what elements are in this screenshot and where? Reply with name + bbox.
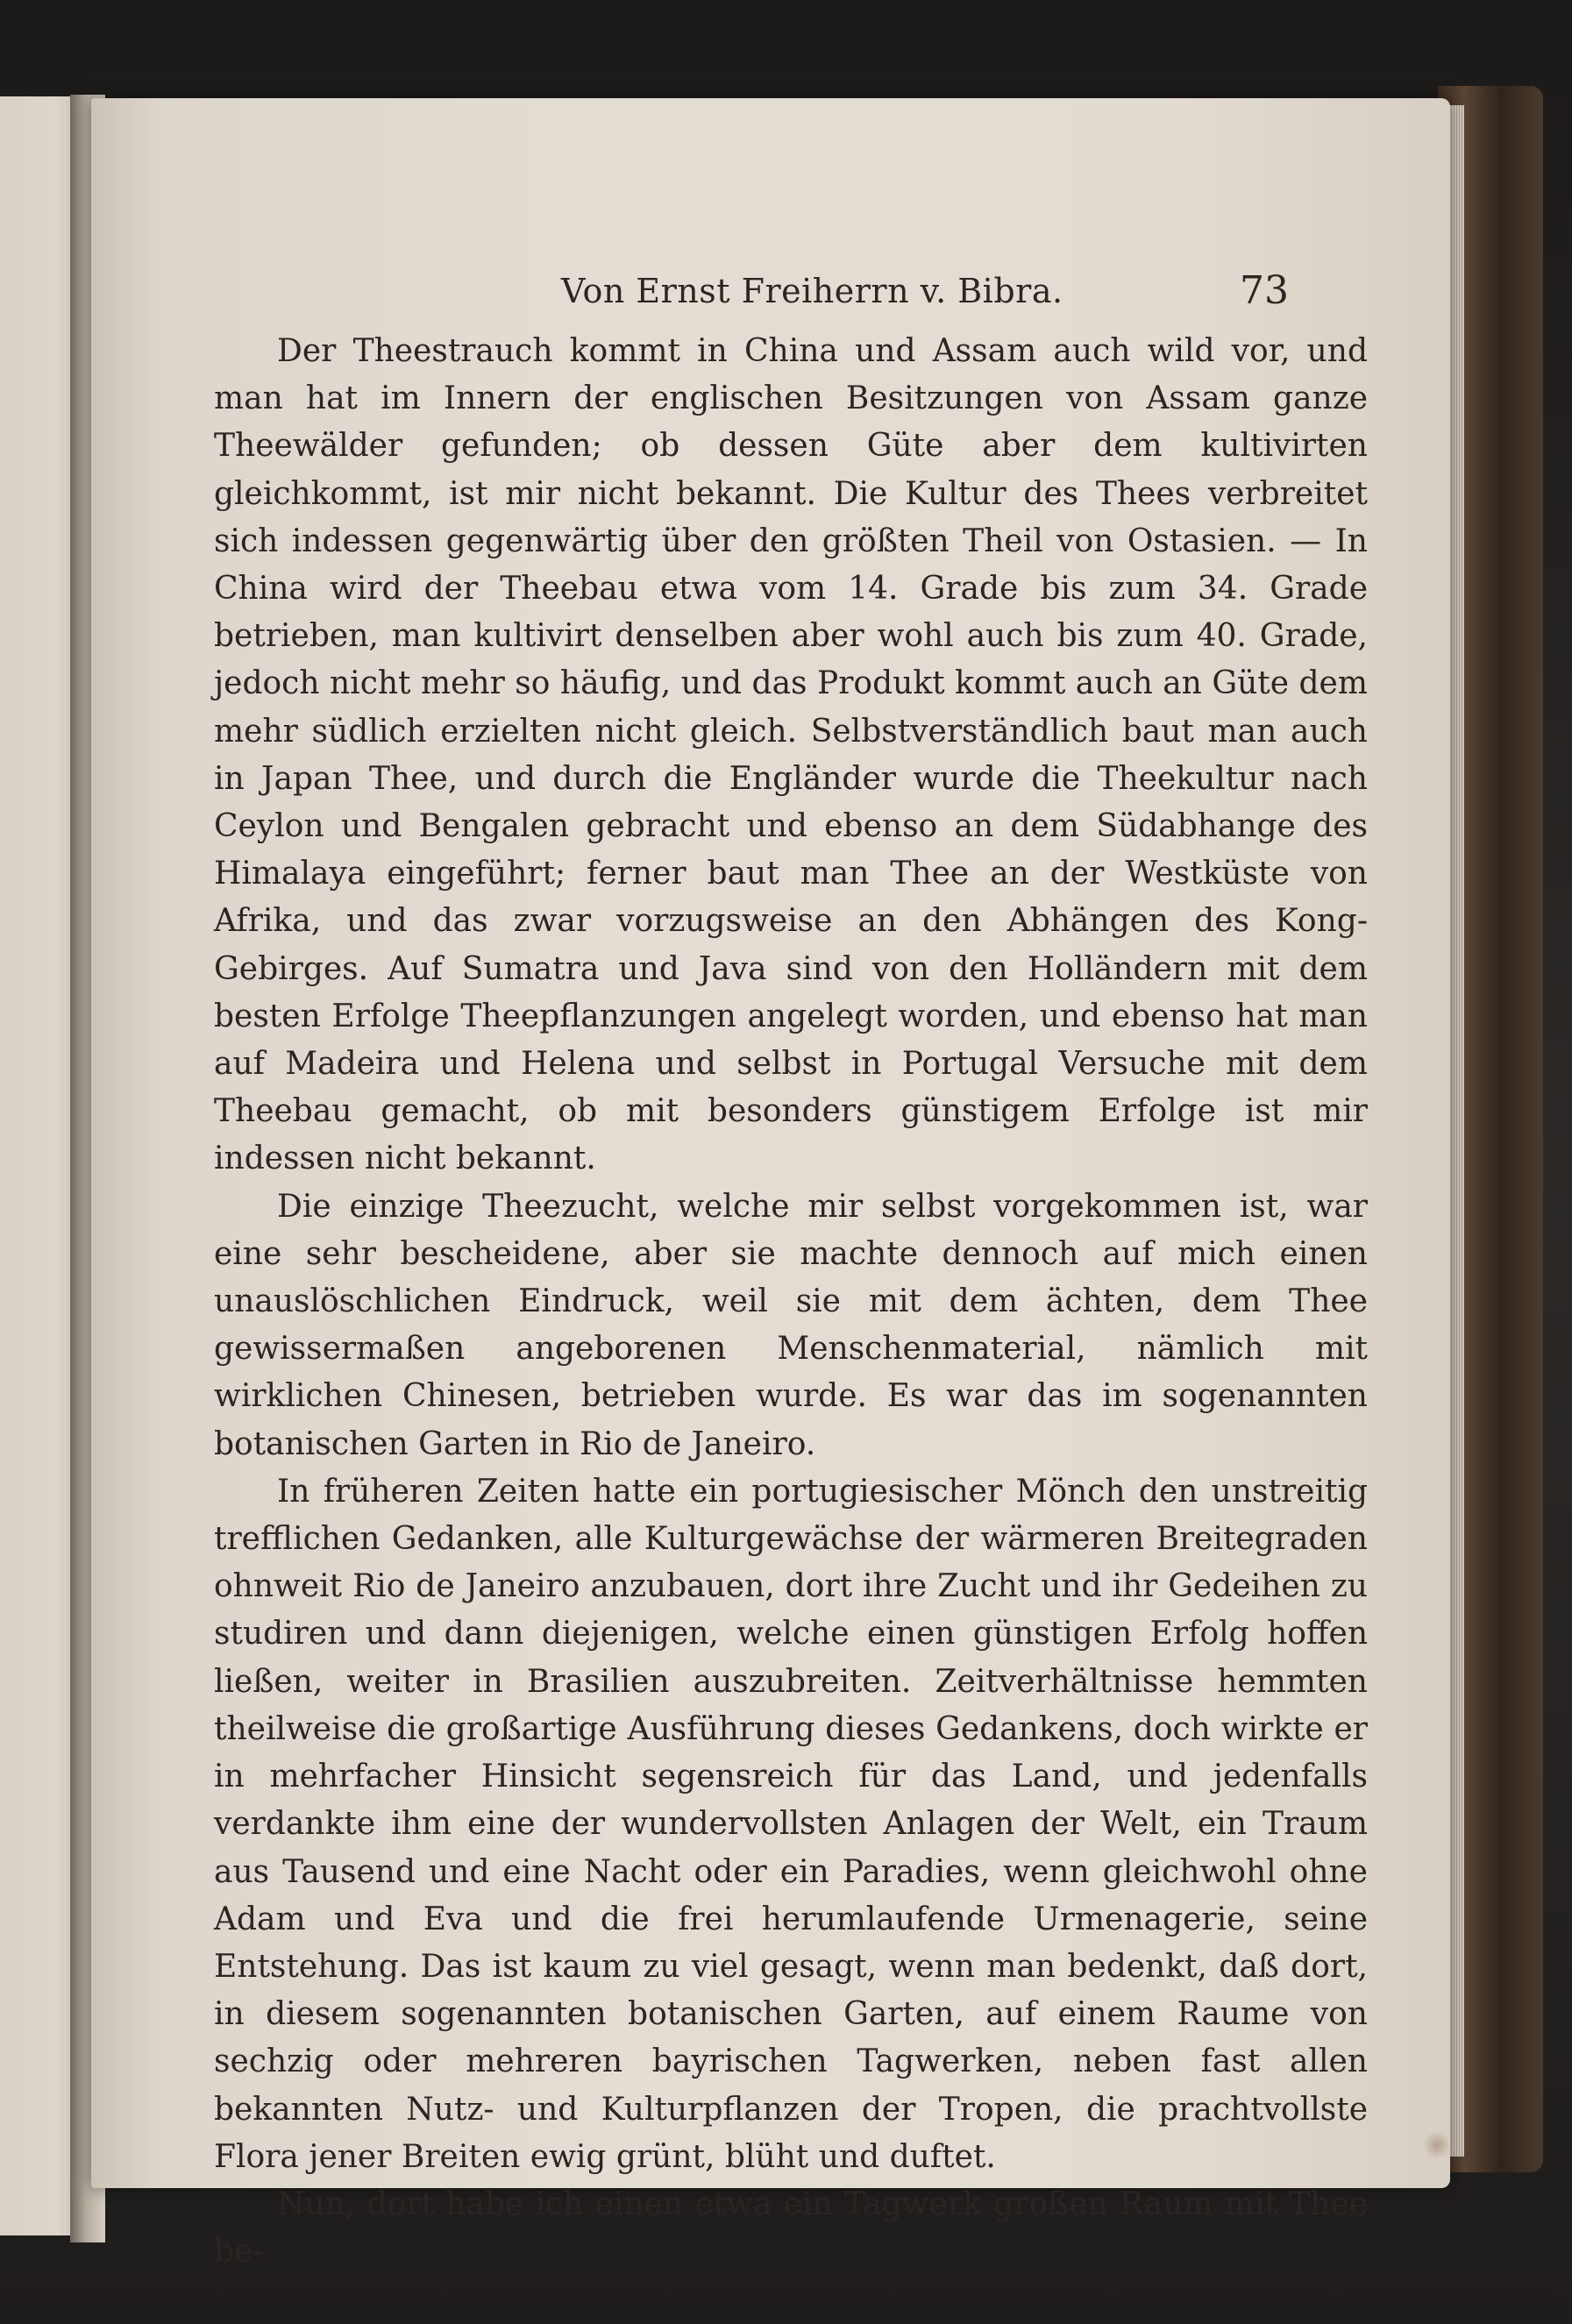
paragraph: In früheren Zeiten hatte ein portugiesischer Mönch den unstreitig trefflichen Gedanken, alle Kulturgewächse der wärmeren Breitegraden ohnweit Rio de Janeiro anzubauen, dort ihre Zucht und ihr Gedeihen zu studiren und dann diejenigen, welche einen günstigen Erfolg hoffen ließen, weiter in Brasilien auszubreiten. Zeitverhältnisse hemmten theilweise die großartige Ausführung dieses Gedankens, doch wirkte er in mehrfacher Hinsicht segensreich für das Land, und jedenfalls verdankte ihm eine der wundervollsten Anlagen der Welt, ein Traum aus Tausend und eine Nacht oder ein Paradies, wenn gleichwohl ohne Adam und Eva und die frei herumlaufende Urmenagerie, seine Entstehung. Das ist kaum zu viel gesagt, wenn man bedenkt, daß dort, in diesem sogenannten botanischen Garten, auf einem Raume von sechzig oder mehreren bayrischen Tagwerken, neben fast allen bekannten Nutz- und Kulturpflanzen der Tropen, die prachtvollste Flora jener Breiten ewig grünt, blüht und duftet. bbox=[214, 1473, 1368, 2175]
page-header bbox=[91, 265, 1450, 317]
paragraph: Die einzige Theezucht, welche mir selbst vorgekommen ist, war eine sehr bescheidene, aber sie machte dennoch auf mich einen unauslöschlichen Eindruck, weil sie mit dem ächten, dem Thee gewissermaßen angeborenen Menschenmaterial, nämlich mit wirklichen Chinesen, betrieben wurde. Es war das im sogenannten botanischen Garten in Rio de Janeiro. bbox=[214, 1188, 1368, 1462]
paragraph: Nun, dort habe ich einen etwa ein Tagwerk großen Raum mit Thee be- bbox=[214, 2185, 1368, 2271]
page-number: 73 bbox=[1240, 268, 1289, 313]
running-head: Von Ernst Freiherrn v. Bibra. bbox=[561, 272, 1063, 310]
body-text bbox=[214, 328, 1368, 2276]
previous-page-edge bbox=[0, 96, 81, 2235]
book-page bbox=[91, 98, 1450, 2271]
paper-stain bbox=[1422, 2132, 1452, 2158]
paragraph: Der Theestrauch kommt in China und Assam auch wild vor, und man hat im Innern der englischen Besitzungen von Assam ganze Theewälder gefunden; ob dessen Güte aber dem kultivirten gleichkommt, ist mir nicht bekannt. Die Kultur des Thees verbreitet sich indessen gegenwärtig über den größten Theil von Ostasien. — In China wird der Theebau etwa vom 14. Grade bis zum 34. Grade betrieben, man kultivirt denselben aber wohl auch bis zum 40. Grade, jedoch nicht mehr so häufig, und das Produkt kommt auch an Güte dem mehr südlich erzielten nicht gleich. Selbstverständlich baut man auch in Japan Thee, und durch die Engländer wurde die Theekultur nach Ceylon und Bengalen gebracht und ebenso an dem Südabhange des Himalaya eingeführt; ferner baut man Thee an der Westküste von Afrika, und das zwar vorzugsweise an den Abhängen des Kong-Gebirges. Auf Sumatra und Java sind von den Holländern mit dem besten Erfolge Theepflanzungen angelegt worden, und ebenso hat man auf Madeira und Helena und selbst in Portugal Versuche mit dem Theebau gemacht, ob mit besonders günstigem Erfolge ist mir indessen nicht bekannt. bbox=[214, 333, 1368, 1177]
